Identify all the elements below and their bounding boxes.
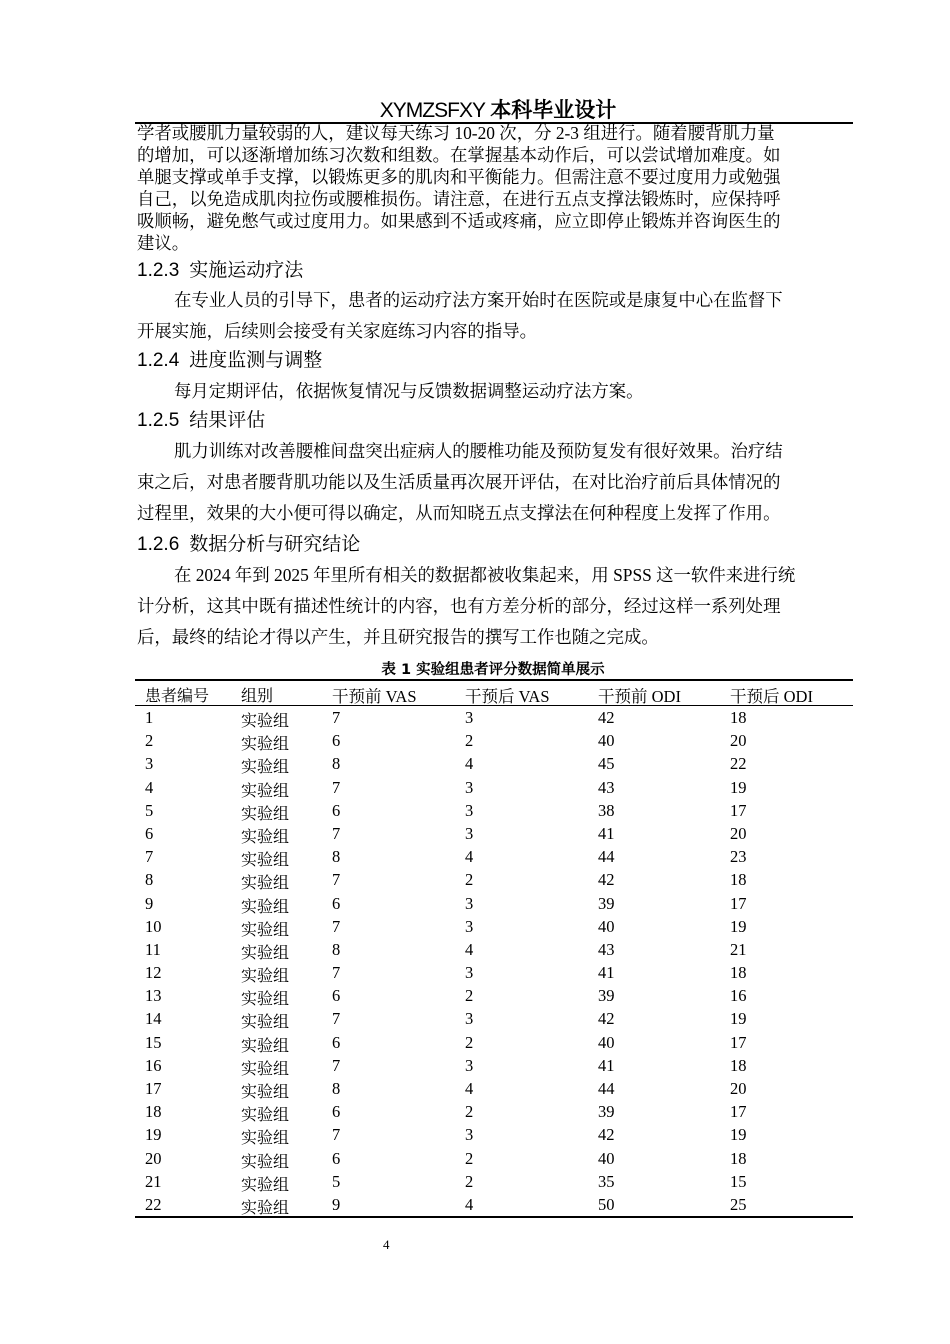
table-cell: 10	[145, 916, 162, 936]
table-cell: 14	[145, 1009, 162, 1029]
table-cell: 7	[332, 916, 341, 936]
table-cell: 7	[332, 870, 341, 890]
text-line: 束之后，对患者腰背肌功能以及生活质量再次展开评估，在对比治疗前后具体情况的	[137, 472, 781, 492]
table-cell: 38	[598, 800, 615, 820]
table-cell: 4	[465, 939, 474, 959]
table-row	[135, 961, 853, 984]
text-line: 后，最终的结论才得以产生，并且研究报告的撰写工作也随之完成。	[137, 627, 659, 647]
table-row	[135, 1007, 853, 1030]
table-cell: 20	[730, 731, 747, 751]
table-cell: 40	[598, 731, 615, 751]
table-cell: 2	[465, 1102, 474, 1122]
table-cell: 5	[332, 1171, 341, 1191]
table-cell: 实验组	[241, 757, 290, 777]
table-cell: 2	[465, 1148, 474, 1168]
table-cell: 42	[598, 1125, 615, 1145]
table-cell: 6	[332, 1148, 341, 1168]
column-header: 患者编号	[145, 686, 210, 705]
table-cell: 40	[598, 916, 615, 936]
table-cell: 19	[730, 916, 747, 936]
table-cell: 实验组	[241, 966, 290, 986]
table-cell: 18	[730, 708, 747, 727]
table-cell: 4	[465, 1079, 474, 1098]
header-title-en: XYMZSFXY	[379, 99, 485, 122]
section-heading	[137, 529, 360, 556]
table-cell: 实验组	[241, 850, 290, 870]
table-cell: 4	[465, 847, 474, 867]
table-cell: 3	[465, 1125, 474, 1145]
table-cell: 9	[332, 1194, 341, 1214]
table-cell: 4	[465, 754, 474, 774]
text-line: 每月定期评估，依据恢复情况与反馈数据调整运动疗法方案。	[174, 381, 644, 401]
table-cell: 18	[730, 963, 747, 983]
table-cell: 3	[465, 823, 474, 843]
table-row	[135, 1193, 853, 1216]
table-cell: 1	[145, 708, 154, 727]
table-row	[135, 938, 853, 961]
section-title: 数据分析与研究结论	[189, 533, 361, 555]
table-cell: 25	[730, 1194, 747, 1214]
table-cell: 23	[730, 847, 747, 867]
table-cell: 13	[145, 986, 162, 1006]
table-cell: 18	[730, 1148, 747, 1168]
table-cell: 17	[145, 1079, 162, 1098]
table-cell: 40	[598, 1148, 615, 1168]
text-line: 计分析，这其中既有描述性统计的内容，也有方差分析的部分，经过这样一系列处理	[137, 596, 781, 616]
table-cell: 实验组	[241, 896, 290, 916]
table-cell: 44	[598, 847, 615, 867]
text-line: 的增加，可以逐渐增加练习次数和组数。在掌握基本动作后，可以尝试增加难度。如	[137, 145, 781, 165]
table-cell: 11	[145, 939, 161, 959]
table-cell: 3	[145, 754, 154, 774]
table-cell: 7	[332, 1055, 341, 1075]
table-cell: 2	[465, 1171, 474, 1191]
table-cell: 39	[598, 1102, 615, 1122]
table-cell: 50	[598, 1194, 615, 1214]
table-cell: 43	[598, 777, 615, 797]
section-heading	[137, 255, 303, 282]
table-row	[135, 868, 853, 891]
table-cell: 45	[598, 754, 615, 774]
table-cell: 4	[145, 777, 154, 797]
text-line: 肌力训练对改善腰椎间盘突出症病人的腰椎功能及预防复发有很好效果。治疗结	[174, 441, 783, 461]
table-row	[135, 752, 853, 775]
table-cell: 42	[598, 1009, 615, 1029]
running-header	[0, 94, 950, 124]
table-cell: 41	[598, 823, 615, 843]
section-heading	[137, 345, 322, 372]
table-cell: 16	[145, 1055, 162, 1075]
table-row	[135, 1147, 853, 1170]
table-cell: 实验组	[241, 1035, 290, 1055]
table-cell: 12	[145, 963, 162, 983]
text-line: 在专业人员的引导下，患者的运动疗法方案开始时在医院或是康复中心在监督下	[174, 290, 783, 310]
text-line: 自己，以免造成肌肉拉伤或腰椎损伤。请注意，在进行五点支撑法锻炼时，应保持呼	[137, 189, 781, 209]
table-cell: 3	[465, 893, 474, 913]
header-title-cn: 本科毕业设计	[490, 98, 617, 122]
table-cell: 40	[598, 1032, 615, 1052]
intro-paragraph	[137, 122, 780, 254]
table-row	[135, 845, 853, 868]
page-number: 4	[383, 1237, 390, 1252]
table-cell: 实验组	[241, 803, 290, 823]
table-row	[135, 892, 853, 915]
table-row	[135, 1170, 853, 1193]
table-row	[135, 915, 853, 938]
table-cell: 41	[598, 963, 615, 983]
table-cell: 3	[465, 1009, 474, 1029]
table-cell: 42	[598, 708, 615, 727]
column-header: 干预后 VAS	[465, 687, 550, 706]
section-number: 1.2.6	[137, 534, 180, 555]
table-cell: 7	[145, 847, 154, 867]
table-cell: 实验组	[241, 1174, 290, 1194]
table-cell: 15	[145, 1032, 162, 1052]
table-row	[135, 1123, 853, 1146]
table-cell: 4	[465, 1194, 474, 1214]
table-cell: 3	[465, 800, 474, 820]
section-heading	[137, 405, 265, 432]
section-number: 1.2.5	[137, 410, 180, 431]
table-cell: 6	[332, 731, 341, 751]
table-cell: 实验组	[241, 1151, 290, 1171]
table-cell: 7	[332, 963, 341, 983]
table-cell: 22	[145, 1194, 162, 1214]
table-cell: 实验组	[241, 873, 290, 893]
column-header: 组别	[241, 686, 274, 705]
table-cell: 18	[730, 870, 747, 890]
table-cell: 7	[332, 823, 341, 843]
table-cell: 20	[730, 1079, 747, 1098]
table-cell: 实验组	[241, 711, 290, 730]
data-table	[135, 679, 853, 1218]
table-cell: 43	[598, 939, 615, 959]
text-line: 在 2024 年到 2025 年里所有相关的数据都被收集起来，用 SPSS 这一软件来进行统	[174, 565, 796, 585]
table-cell: 6	[332, 986, 341, 1006]
table-cell: 2	[465, 986, 474, 1006]
section-title: 结果评估	[189, 409, 266, 431]
text-line: 开展实施，后续则会接受有关家庭练习内容的指导。	[137, 321, 537, 341]
text-line: 学者或腰肌力量较弱的人，建议每天练习 10-20 次，分 2-3 组进行。随着腰背肌力量	[137, 123, 775, 143]
table-cell: 21	[145, 1171, 162, 1191]
section-title: 进度监测与调整	[189, 349, 323, 371]
table-cell: 3	[465, 916, 474, 936]
table-cell: 6	[332, 1102, 341, 1122]
table-cell: 15	[730, 1171, 747, 1191]
table-cell: 8	[332, 939, 341, 959]
table-cell: 19	[730, 1125, 747, 1145]
table-cell: 7	[332, 708, 341, 727]
table-cell: 9	[145, 893, 154, 913]
table-cell: 20	[145, 1148, 162, 1168]
table-cell: 6	[332, 893, 341, 913]
table-cell: 实验组	[241, 1197, 290, 1217]
table-cell: 8	[332, 1079, 341, 1098]
table-cell: 2	[465, 731, 474, 751]
table-row	[135, 984, 853, 1007]
table-cell: 41	[598, 1055, 615, 1075]
table-cell: 实验组	[241, 1012, 290, 1032]
table-cell: 39	[598, 893, 615, 913]
table-cell: 3	[465, 963, 474, 983]
table-row	[135, 799, 853, 822]
table-cell: 16	[730, 986, 747, 1006]
table-cell: 6	[145, 823, 154, 843]
table-cell: 7	[332, 777, 341, 797]
table-cell: 8	[145, 870, 154, 890]
table-cell: 17	[730, 800, 747, 820]
table-cell: 7	[332, 1009, 341, 1029]
table-cell: 19	[730, 777, 747, 797]
section-number: 1.2.4	[137, 350, 180, 371]
table-body	[135, 706, 853, 1216]
table-cell: 19	[145, 1125, 162, 1145]
column-header: 干预后 ODI	[730, 687, 813, 706]
table-cell: 实验组	[241, 826, 290, 846]
table-cell: 6	[332, 800, 341, 820]
table-row	[135, 1054, 853, 1077]
table-cell: 实验组	[241, 919, 290, 939]
column-header: 干预前 VAS	[332, 687, 417, 706]
table-cell: 2	[465, 870, 474, 890]
text-line: 吸顺畅，避免憋气或过度用力。如果感到不适或疼痛，应立即停止锻炼并咨询医生的	[137, 211, 781, 231]
table-row	[135, 1031, 853, 1054]
text-line: 单腿支撑或单手支撑，以锻炼更多的肌肉和平衡能力。但需注意不要过度用力或勉强	[137, 167, 781, 187]
table-cell: 8	[332, 847, 341, 867]
table-cell: 35	[598, 1171, 615, 1191]
section-title: 实施运动疗法	[189, 259, 304, 281]
table-cell: 21	[730, 939, 747, 959]
table-cell: 3	[465, 708, 474, 727]
table-cell: 39	[598, 986, 615, 1006]
column-header: 干预前 ODI	[598, 687, 681, 706]
section-number: 1.2.3	[137, 260, 180, 281]
table-cell: 20	[730, 823, 747, 843]
table-row	[135, 729, 853, 752]
table-cell: 17	[730, 1102, 747, 1122]
table-cell: 8	[332, 754, 341, 774]
table-cell: 22	[730, 754, 747, 774]
table-row	[135, 1100, 853, 1123]
table-cell: 实验组	[241, 1128, 290, 1148]
table-cell: 17	[730, 1032, 747, 1052]
table-cell: 实验组	[241, 780, 290, 800]
table-caption: 表 1 实验组患者评分数据简单展示	[381, 662, 605, 678]
table-cell: 17	[730, 893, 747, 913]
table-cell: 3	[465, 1055, 474, 1075]
table-row	[135, 776, 853, 799]
text-line: 过程里，效果的大小便可得以确定，从而知晓五点支撑法在何种程度上发挥了作用。	[137, 503, 781, 523]
table-cell: 18	[730, 1055, 747, 1075]
table-cell: 2	[465, 1032, 474, 1052]
text-line: 建议。	[137, 233, 190, 253]
table-cell: 7	[332, 1125, 341, 1145]
table-cell: 实验组	[241, 734, 290, 754]
table-row	[135, 1077, 853, 1100]
table-row	[135, 706, 853, 729]
table-cell: 3	[465, 777, 474, 797]
table-cell: 19	[730, 1009, 747, 1029]
table-cell: 实验组	[241, 989, 290, 1009]
table-cell: 5	[145, 800, 154, 820]
table-row	[135, 822, 853, 845]
table-cell: 实验组	[241, 1058, 290, 1078]
table-cell: 18	[145, 1102, 162, 1122]
table-cell: 42	[598, 870, 615, 890]
table-cell: 实验组	[241, 1105, 290, 1125]
table-cell: 44	[598, 1079, 615, 1098]
table-cell: 6	[332, 1032, 341, 1052]
table-header-row	[135, 681, 853, 705]
table-cell: 2	[145, 731, 154, 751]
table-cell: 实验组	[241, 942, 290, 962]
table-cell: 实验组	[241, 1082, 290, 1101]
